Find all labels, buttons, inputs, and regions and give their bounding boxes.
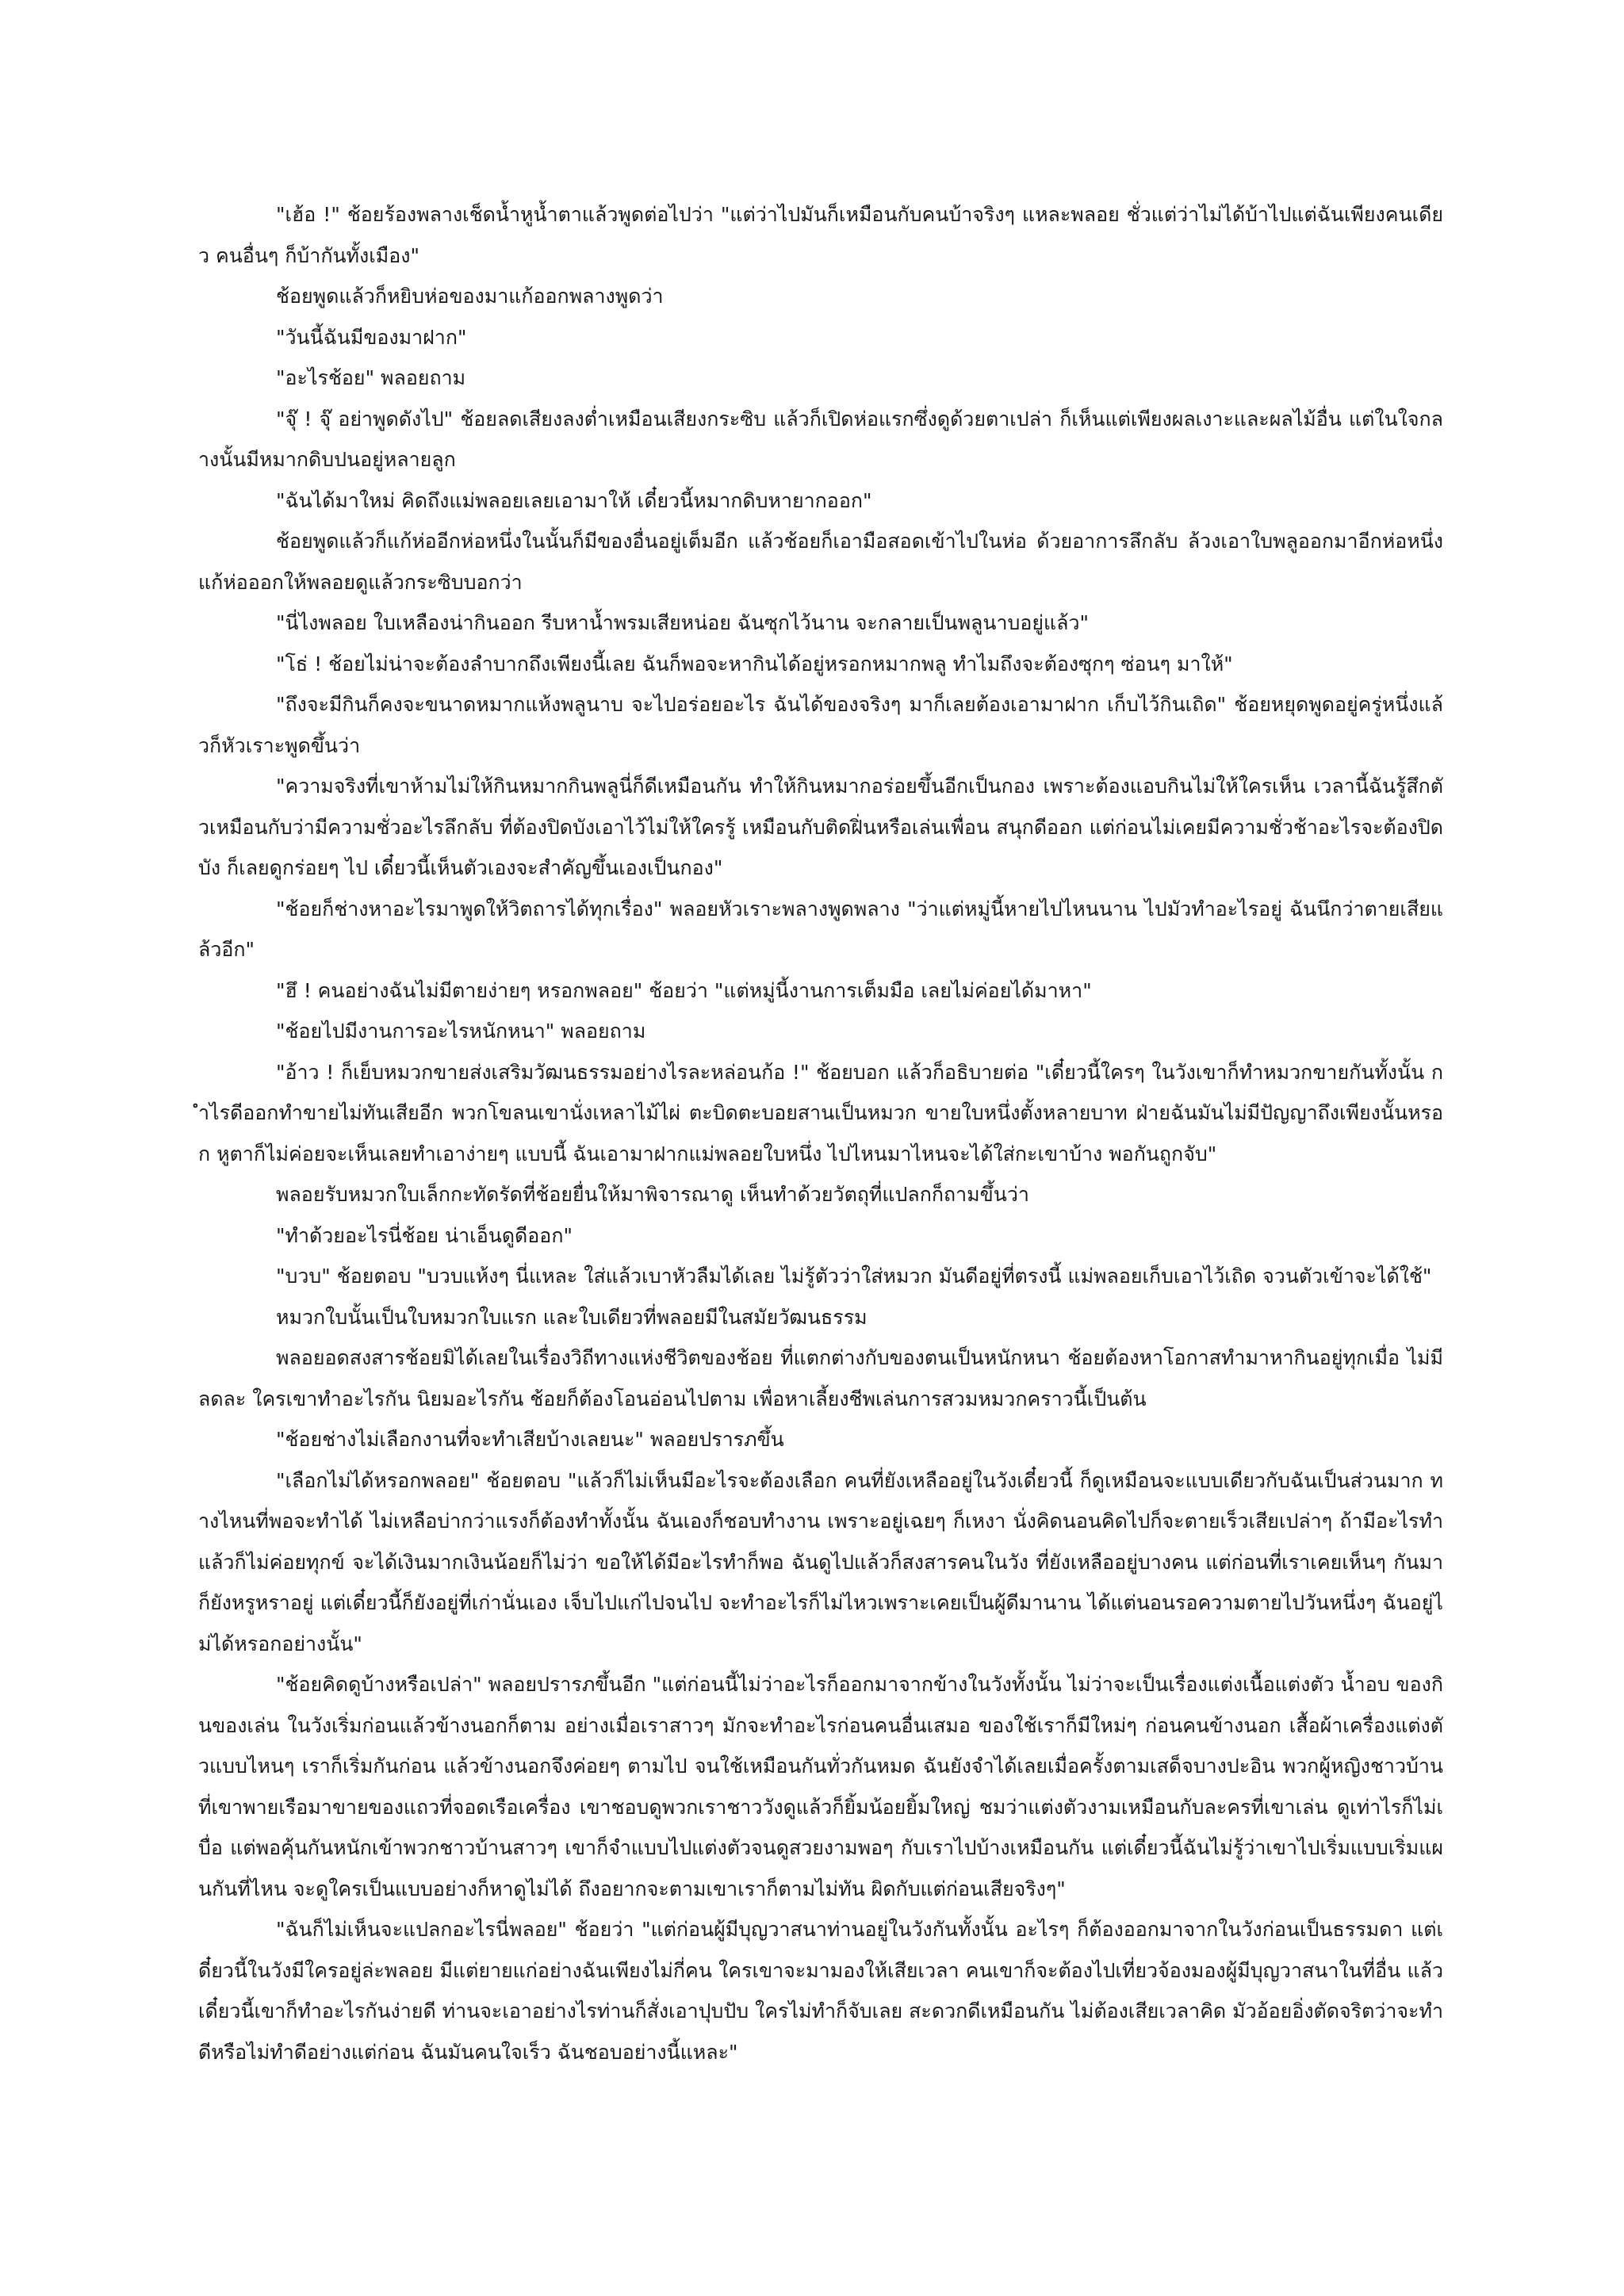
paragraph: "ฮึ ! คนอย่างฉันไม่มีตายง่ายๆ หรอกพลอย" ช้อยว่า "แต่หมู่นี้งานการเต็มมือ เลยไม่ค่อยได้มาหา" [276, 978, 1092, 1002]
paragraph: หมวกใบนั้นเป็นใบหมวกใบแรก และใบเดียวที่พลอยมีในสมัยวัฒนธรรม [276, 1305, 868, 1329]
paragraph: ช้อยพูดแล้วก็แก้ห่ออีกห่อหนึ่งในนั้นก็มีของอื่นอยู่เต็มอีก แล้วช้อยก็เอามือสอดเข้าไปในห่อ ด้วยอาการลึกลับ ล้วงเอาใบพลูออกมาอีกห่อหนึ่ง แก้ห่อออกให้พลอยดูแล้วกระซิบบอกว่า [198, 530, 1443, 594]
paragraph: "นี่ไงพลอย ใบเหลืองน่ากินออก รีบหาน้ำพรมเสียหน่อย ฉันซุกไว้นาน จะกลายเป็นพลูนาบอยู่แล้ว" [276, 611, 1089, 634]
paragraph: "ช้อยคิดดูบ้างหรือเปล่า" พลอยปรารภขึ้นอีก "แต่ก่อนนี้ไม่ว่าอะไรก็ออกมาจากข้างในวังทั้งนั้น ไม่ว่าจะเป็นเรื่องแต่งเนื้อแต่งตัว น้ำอบ ของกินของเล่น ในวังเริ่มก่อนแล้วข้างนอกก็ตาม อย่างเมื่อเราสาวๆ มักจะทำอะไรก่อนคนอื่นเสมอ ของใช้เราก็มีใหม่ๆ ก่อนคนข้างนอก เสื้อผ้าเครื่องแต่งตัวแบบไหนๆ เราก็เริ่มกันก่อน แล้วข้างนอกจึงค่อยๆ ตามไป จนใช้เหมือนกันทั่วกันหมด ฉันยังจำได้เลยเมื่อครั้งตามเสด็จบางปะอิน พวกผู้หญิงชาวบ้านที่เขาพายเรือมาขายของแถวที่จอดเรือเครื่อง เขาชอบดูพวกเราชาววังดูแล้วก็ยิ้มน้อยยิ้มใหญ่ ชมว่าแต่งตัวงามเหมือนกับละครที่เขาเล่น ดูเท่าไรก็ไม่เบื่อ แต่พอคุ้นกันหนักเข้าพวกชาวบ้านสาวๆ เขาก็จำแบบไปแต่งตัวจนดูสวยงามพอๆ กับเราไปบ้างเหมือนกัน แต่เดี๋ยวนี้ฉันไม่รู้ว่าเขาไปเริ่มแบบเริ่มแผนกันที่ไหน จะดูใครเป็นแบบอย่างก็หาดูไม่ได้ ถึงอยากจะตามเขาเราก็ตามไม่ทัน ผิดกับแต่ก่อนเสียจริงๆ" [198, 1673, 1443, 1900]
paragraph: พลอยรับหมวกใบเล็กกะทัดรัดที่ช้อยยื่นให้มาพิจารณาดู เห็นทำด้วยวัตถุที่แปลกก็ถามขึ้นว่า [276, 1183, 1029, 1206]
paragraph: "บวบ" ช้อยตอบ "บวบแห้งๆ นี่แหละ ใส่แล้วเบาหัวลืมได้เลย ไม่รู้ตัวว่าใส่หมวก มันดีอยู่ที่ตรงนี้ แม่พลอยเก็บเอาไว้เถิด จวนตัวเข้าจะได้ใช้" [276, 1265, 1432, 1288]
paragraph: "วันนี้ฉันมีของมาฝาก" [276, 325, 467, 349]
paragraph: "เลือกไม่ได้หรอกพลอย" ช้อยตอบ "แล้วก็ไม่เห็นมีอะไรจะต้องเลือก คนที่ยังเหลืออยู่ในวังเดี๋ยวนี้ ก็ดูเหมือนจะแบบเดียวกับฉันเป็นส่วนมาก ทางไหนที่พอจะทำได้ ไม่เหลือบ่ากว่าแรงก็ต้องทำทั้งนั้น ฉันเองก็ชอบทำงาน เพราะอยู่เฉยๆ ก็เหงา นั่งคิดนอนคิดไปก็จะตายเร็วเสียเปล่าๆ ถ้ามีอะไรทำแล้วก็ไม่ค่อยทุกข์ จะได้เงินมากเงินน้อยก็ไม่ว่า ขอให้ได้มีอะไรทำก็พอ ฉันดูไปแล้วก็สงสารคนในวัง ที่ยังเหลืออยู่บางคน แต่ก่อนที่เราเคยเห็นๆ กันมาก็ยังหรูหราอยู่ แต่เดี๋ยวนี้ก็ยังอยู่ที่เก่านั่นเอง เจ็บไปแก่ไปจนไป จะทำอะไรก็ไม่ไหวเพราะเคยเป็นผู้ดีมานาน ได้แต่นอนรอความตายไปวันหนึ่งๆ ฉันอยู่ไม่ได้หรอกอย่างนั้น" [198, 1468, 1443, 1655]
paragraph: "โธ่ ! ช้อยไม่น่าจะต้องลำบากถึงเพียงนี้เลย ฉันก็พอจะหากินได้อยู่หรอกหมากพลู ทำไมถึงจะต้องซุกๆ ซ่อนๆ มาให้" [276, 652, 1233, 675]
paragraph: "ฉันได้มาใหม่ คิดถึงแม่พลอยเลยเอามาให้ เดี๋ยวนี้หมากดิบหายากออก" [276, 488, 872, 512]
paragraph: "เฮ้อ !" ช้อยร้องพลางเช็ดน้ำหูน้ำตาแล้วพูดต่อไปว่า "แต่ว่าไปมันก็เหมือนกับคนบ้าจริงๆ แหละพลอย ชั่วแต่ว่าไม่ได้บ้าไปแต่ฉันเพียงคนเดียว คนอื่นๆ ก็บ้ากันทั้งเมือง" [198, 203, 1443, 267]
paragraph: "ช้อยก็ช่างหาอะไรมาพูดให้วิตถารได้ทุกเรื่อง" พลอยหัวเราะพลางพูดพลาง "ว่าแต่หมู่นี้หายไปไหนนาน ไปมัวทำอะไรอยู่ ฉันนึกว่าตายเสียแล้วอีก" [198, 897, 1443, 961]
paragraph: "ช้อยไปมีงานการอะไรหนักหนา" พลอยถาม [276, 1020, 646, 1043]
document-page [198, 194, 1443, 2072]
paragraph: "อะไรช้อย" พลอยถาม [276, 366, 466, 389]
paragraph: "จุ๊ ! จุ๊ อย่าพูดดังไป" ช้อยลดเสียงลงต่ำเหมือนเสียงกระซิบ แล้วก็เปิดห่อแรกซึ่งดูด้วยตาเปล่า ก็เห็นแต่เพียงผลเงาะและผลไม้อื่น แต่ในใจกลางนั้นมีหมากดิบปนอยู่หลายลูก [198, 407, 1443, 471]
paragraph: "อ้าว ! ก็เย็บหมวกขายส่งเสริมวัฒนธรรมอย่างไรละหล่อนก้อ !" ช้อยบอก แล้วก็อธิบายต่อ "เดี๋ยวนี้ใครๆ ในวังเขาก็ทำหมวกขายกันทั้งนั้น กำไรดีออกทำขายไม่ทันเสียอีก พวกโขลนเขานั่งเหลาไม้ไผ่ ตะบิดตะบอยสานเป็นหมวก ขายใบหนึ่งตั้งหลายบาท ฝ่ายฉันมันไม่มีปัญญาถึงเพียงนั้นหรอก หูตาก็ไม่ค่อยจะเห็นเลยทำเอาง่ายๆ แบบนี้ ฉันเอามาฝากแม่พลอยใบหนึ่ง ไปไหนมาไหนจะได้ใส่กะเขาบ้าง พอกันถูกจับ" [198, 1060, 1443, 1165]
paragraph: "ฉันก็ไม่เห็นจะแปลกอะไรนี่พลอย" ช้อยว่า "แต่ก่อนผู้มีบุญวาสนาท่านอยู่ในวังกันทั้งนั้น อะไรๆ ก็ต้องออกมาจากในวังก่อนเป็นธรรมดา แต่เดี๋ยวนี้ในวังมีใครอยู่ล่ะพลอย มีแต่ยายแก่อย่างฉันเพียงไม่กี่คน ใครเขาจะมามองให้เสียเวลา คนเขาก็จะต้องไปเที่ยวจ้องมองผู้มีบุญวาสนาในที่อื่น แล้วเดี๋ยวนี้เขาก็ทำอะไรกันง่ายดี ท่านจะเอาอย่างไรท่านก็สั่งเอาปุบปับ ใครไม่ทำก็จับเลย สะดวกดีเหมือนกัน ไม่ต้องเสียเวลาคิด มัวอ้อยอิ่งตัดจริตว่าจะทำดีหรือไม่ทำดีอย่างแต่ก่อน ฉันมันคนใจเร็ว ฉันชอบอย่างนี้แหละ" [198, 1918, 1443, 2064]
paragraph: "ถึงจะมีกินก็คงจะขนาดหมากแห้งพลูนาบ จะไปอร่อยอะไร ฉันได้ของจริงๆ มาก็เลยต้องเอามาฝาก เก็บไว้กินเถิด" ช้อยหยุดพูดอยู่ครู่หนึ่งแล้วก็หัวเราะพูดขึ้นว่า [198, 693, 1443, 757]
paragraph: "ช้อยช่างไม่เลือกงานที่จะทำเสียบ้างเลยนะ" พลอยปรารภขึ้น [276, 1428, 784, 1451]
paragraph: ช้อยพูดแล้วก็หยิบห่อของมาแก้ออกพลางพูดว่า [276, 285, 664, 308]
paragraph: "ทำด้วยอะไรนี่ช้อย น่าเอ็นดูดีออก" [276, 1223, 573, 1247]
paragraph: พลอยอดสงสารช้อยมิได้เลยในเรื่องวิถีทางแห่งชีวิตของช้อย ที่แตกต่างกับของตนเป็นหนักหนา ช้อยต้องหาโอกาสทำมาหากินอยู่ทุกเมื่อ ไม่มีลดละ ใครเขาทำอะไรกัน นิยมอะไรกัน ช้อยก็ต้องโอนอ่อนไปตาม เพื่อหาเลี้ยงชีพเล่นการสวมหมวกคราวนี้เป็นต้น [198, 1346, 1443, 1410]
paragraph: "ความจริงที่เขาห้ามไม่ให้กินหมากกินพลูนี่ก็ดีเหมือนกัน ทำให้กินหมากอร่อยขึ้นอีกเป็นกอง เพราะต้องแอบกินไม่ให้ใครเห็น เวลานี้ฉันรู้สึกตัวเหมือนกับว่ามีความชั่วอะไรลึกลับ ที่ต้องปิดบังเอาไว้ไม่ให้ใครรู้ เหมือนกับติดฝิ่นหรือเล่นเพื่อน สนุกดีออก แต่ก่อนไม่เคยมีความชั่วช้าอะไรจะต้องปิดบัง ก็เลยดูกร่อยๆ ไป เดี๋ยวนี้เห็นตัวเองจะสำคัญขึ้นเองเป็นกอง" [198, 775, 1443, 879]
